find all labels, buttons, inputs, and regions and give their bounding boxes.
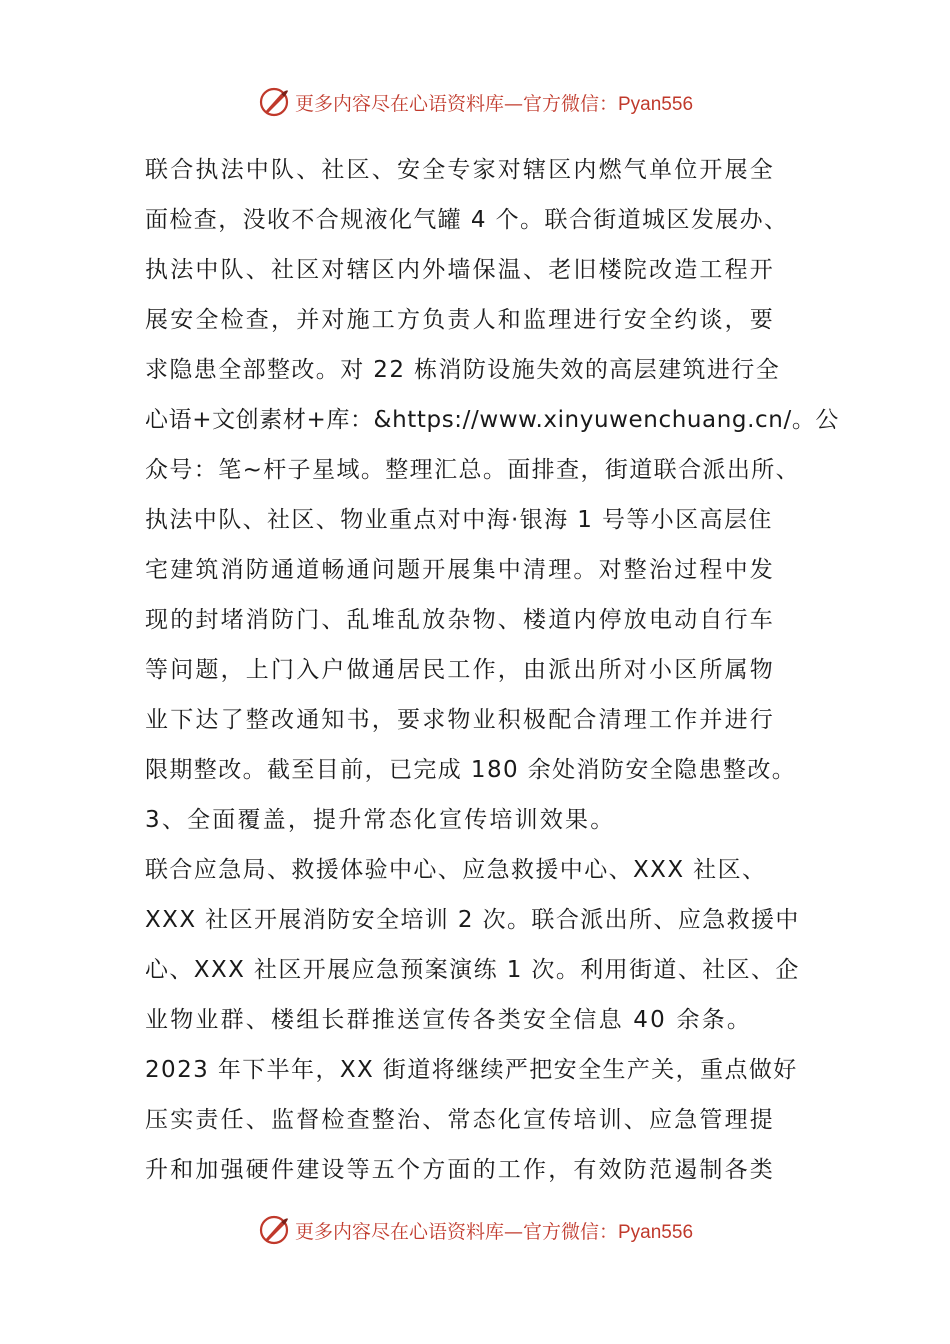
body-line: 面检查，没收不合规液化气罐 4 个。联合街道城区发展办、 (145, 207, 789, 233)
body-line: 限期整改。截至目前，已完成 180 余处消防安全隐患整改。 (145, 757, 797, 783)
body-line: 升和加强硬件建设等五个方面的工作，有效防范遏制各类 (145, 1157, 775, 1183)
footer-watermark-text: 更多内容尽在心语资料库—官方微信：Pyan556 (294, 1220, 694, 1243)
body-line: 宅建筑消防通道畅通问题开展集中清理。对整治过程中发 (145, 557, 775, 583)
body-line: 众号：笔~杆子星域。整理汇总。面排查，街道联合派出所、 (145, 457, 801, 483)
body-line: 业下达了整改通知书，要求物业积极配合清理工作并进行 (145, 707, 775, 733)
footer-watermark (0, 1210, 950, 1250)
quill-logo-icon (257, 85, 291, 119)
body-line: 执法中队、社区、物业重点对中海·银海 1 号等小区高层住 (145, 507, 773, 533)
section-heading: 3、全面覆盖，提升常态化宣传培训效果。 (145, 807, 616, 833)
body-line: 现的封堵消防门、乱堆乱放杂物、楼道内停放电动自行车 (145, 607, 775, 633)
body-line: 求隐患全部整改。对 22 栋消防设施失效的高层建筑进行全 (145, 357, 781, 383)
body-line: 展安全检查，并对施工方负责人和监理进行安全约谈，要 (145, 307, 775, 333)
body-line: 压实责任、监督检查整治、常态化宣传培训、应急管理提 (145, 1107, 775, 1133)
body-line: 2023 年下半年，XX 街道将继续严把安全生产关，重点做好 (145, 1057, 798, 1083)
quill-logo-icon (257, 1213, 291, 1247)
body-line: XXX 社区开展消防安全培训 2 次。联合派出所、应急救援中 (145, 907, 800, 933)
body-line: 等问题，上门入户做通居民工作，由派出所对小区所属物 (145, 657, 775, 683)
header-watermark-text: 更多内容尽在心语资料库—官方微信：Pyan556 (294, 92, 694, 115)
body-line: 业物业群、楼组长群推送宣传各类安全信息 40 余条。 (145, 1007, 753, 1033)
body-line: 执法中队、社区对辖区内外墙保温、老旧楼院改造工程开 (145, 257, 775, 283)
body-line: 心语+文创素材+库：&https://www.xinyuwenchuang.cn/。公 (145, 407, 840, 433)
header-watermark (0, 82, 950, 122)
document-body (145, 145, 840, 1195)
body-line: 联合应急局、救援体验中心、应急救援中心、XXX 社区、 (145, 857, 767, 883)
body-line: 联合执法中队、社区、安全专家对辖区内燃气单位开展全 (145, 157, 775, 183)
body-line: 心、XXX 社区开展应急预案演练 1 次。利用街道、社区、企 (145, 957, 800, 983)
